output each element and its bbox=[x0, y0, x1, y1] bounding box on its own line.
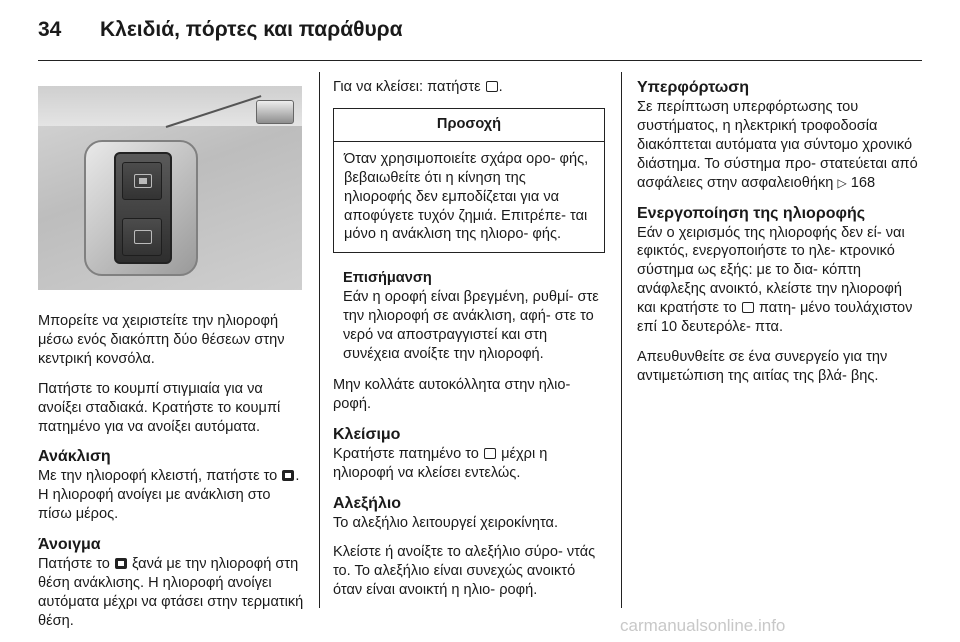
tilt-heading: Ανάκλιση bbox=[38, 448, 111, 466]
sunroof-tilt-icon bbox=[115, 558, 127, 569]
open-heading: Άνοιγμα bbox=[38, 536, 101, 554]
column-left bbox=[38, 86, 306, 642]
sunroof-tilt-button-photo bbox=[122, 162, 162, 200]
watermark: carmanualsonline.info bbox=[620, 616, 786, 635]
workshop-paragraph: Απευθυνθείτε σε ένα συνεργείο για την αντιμετώπιση της αιτίας της βλά- βης. bbox=[637, 348, 888, 384]
sunshade-heading: Αλεξήλιο bbox=[333, 494, 402, 512]
note-box bbox=[333, 269, 605, 364]
tilt-section bbox=[38, 447, 306, 524]
overload-heading: Υπερφόρτωση bbox=[637, 79, 750, 96]
page-ref-arrow-icon: ▷ bbox=[837, 175, 847, 190]
page-reference[interactable]: 168 bbox=[850, 174, 876, 191]
intro-paragraph: Πατήστε το κουμπί στιγμιαία για να ανοίξει σταδιακά. Κρατήστε το κουμπί πατημένο για να ανοίξει αυτόματα. bbox=[38, 380, 281, 435]
overload-text: Σε περίπτωση υπερφόρτωσης του συστήματος, η ηλεκτρική τροφοδοσία διακόπτεται αυτόματα για σύντομο χρονικό διάστημα. Το σύστημα προ- στατεύεται από ασφάλειες στην ασφαλειοθήκη ▷ 168 bbox=[637, 99, 918, 191]
sunroof-tilt-icon bbox=[282, 470, 294, 481]
activation-text: Εάν ο χειρισμός της ηλιοροφής δεν εί- ναι εφικτός, ενεργοποιήστε το ηλε- κτρονικό σύστημα ως εξής: με το δια- κόπτη ανάφλεξης ανοικτό, κλείστε την ηλιοροφή και κρατήστε το πατη- μένο τουλάχιστον επί 10 δευτερόλε- πτα. bbox=[637, 224, 913, 336]
stickers-paragraph: Μην κολλάτε αυτοκόλλητα στην ηλιο- ροφή. bbox=[333, 376, 571, 412]
sunroof-switch-photo bbox=[38, 86, 302, 290]
closing-text: Κρατήστε πατημένο το μέχρι η ηλιοροφή να κλείσει εντελώς. bbox=[333, 445, 548, 481]
header-divider bbox=[38, 60, 922, 61]
sunroof-close-icon bbox=[742, 302, 754, 313]
sunroof-close-icon bbox=[484, 448, 496, 459]
open-text: Πατήστε το ξανά με την ηλιοροφή στη θέση ανάκλισης. Η ηλιοροφή ανοίγει αυτόματα μέχρι να φτάσει στην τερματική θέση. bbox=[38, 556, 304, 629]
caution-title: Προσοχή bbox=[334, 109, 604, 142]
intro-paragraph: Μπορείτε να χειριστείτε την ηλιοροφή μέσω ενός διακόπτη δύο θέσεων στην κεντρική κονσόλα. bbox=[38, 313, 285, 367]
closing-section bbox=[333, 425, 605, 483]
column-middle bbox=[333, 78, 605, 611]
activation-heading: Ενεργοποίηση της ηλιοροφής bbox=[637, 204, 866, 222]
closing-heading: Κλείσιμο bbox=[333, 425, 401, 443]
overload-section bbox=[637, 78, 922, 193]
caution-text: Όταν χρησιμοποιείτε σχάρα ορο- φής, βεβαιωθείτε ότι η κίνηση της ηλιοροφής δεν εμποδίζεται για να αποφύγετε τυχόν ζημιά. Επιτρέπε- ται μόνο η ανάκλιση της ηλιορο- φής. bbox=[344, 150, 589, 243]
note-title: Επισήμανση bbox=[343, 270, 432, 287]
caution-box bbox=[333, 108, 605, 253]
close-instruction: Για να κλείσει: πατήστε . bbox=[333, 79, 503, 95]
interior-lamp bbox=[256, 100, 294, 124]
note-text: Εάν η οροφή είναι βρεγμένη, ρυθμί- στε την ηλιοροφή σε ανάκλιση, αφή- στε το νερό να αποστραγγιστεί και στη συνέχεια ανοίξτε την ηλιοροφή. bbox=[343, 289, 599, 362]
sunshade-section bbox=[333, 494, 605, 601]
sunroof-close-icon bbox=[486, 81, 498, 92]
column-right bbox=[637, 78, 922, 397]
page-number: 34 bbox=[38, 18, 62, 41]
open-section bbox=[38, 535, 306, 631]
tilt-text: Με την ηλιοροφή κλειστή, πατήστε το . Η ηλιοροφή ανοίγει με ανάκλιση στο πίσω μέρος. bbox=[38, 468, 300, 523]
sunshade-text: Κλείστε ή ανοίξτε το αλεξήλιο σύρο- ντάς το. Το αλεξήλιο είναι συνεχώς ανοικτό όταν είναι ανοικτή η ηλιο- ροφή. bbox=[333, 544, 596, 599]
column-divider bbox=[621, 72, 622, 608]
activation-section bbox=[637, 204, 922, 337]
page-title: Κλειδιά, πόρτες και παράθυρα bbox=[100, 18, 403, 41]
sunroof-close-button-photo bbox=[122, 218, 162, 256]
sunshade-text: Το αλεξήλιο λειτουργεί χειροκίνητα. bbox=[333, 514, 559, 531]
column-divider bbox=[319, 72, 320, 608]
page-header bbox=[0, 0, 960, 62]
